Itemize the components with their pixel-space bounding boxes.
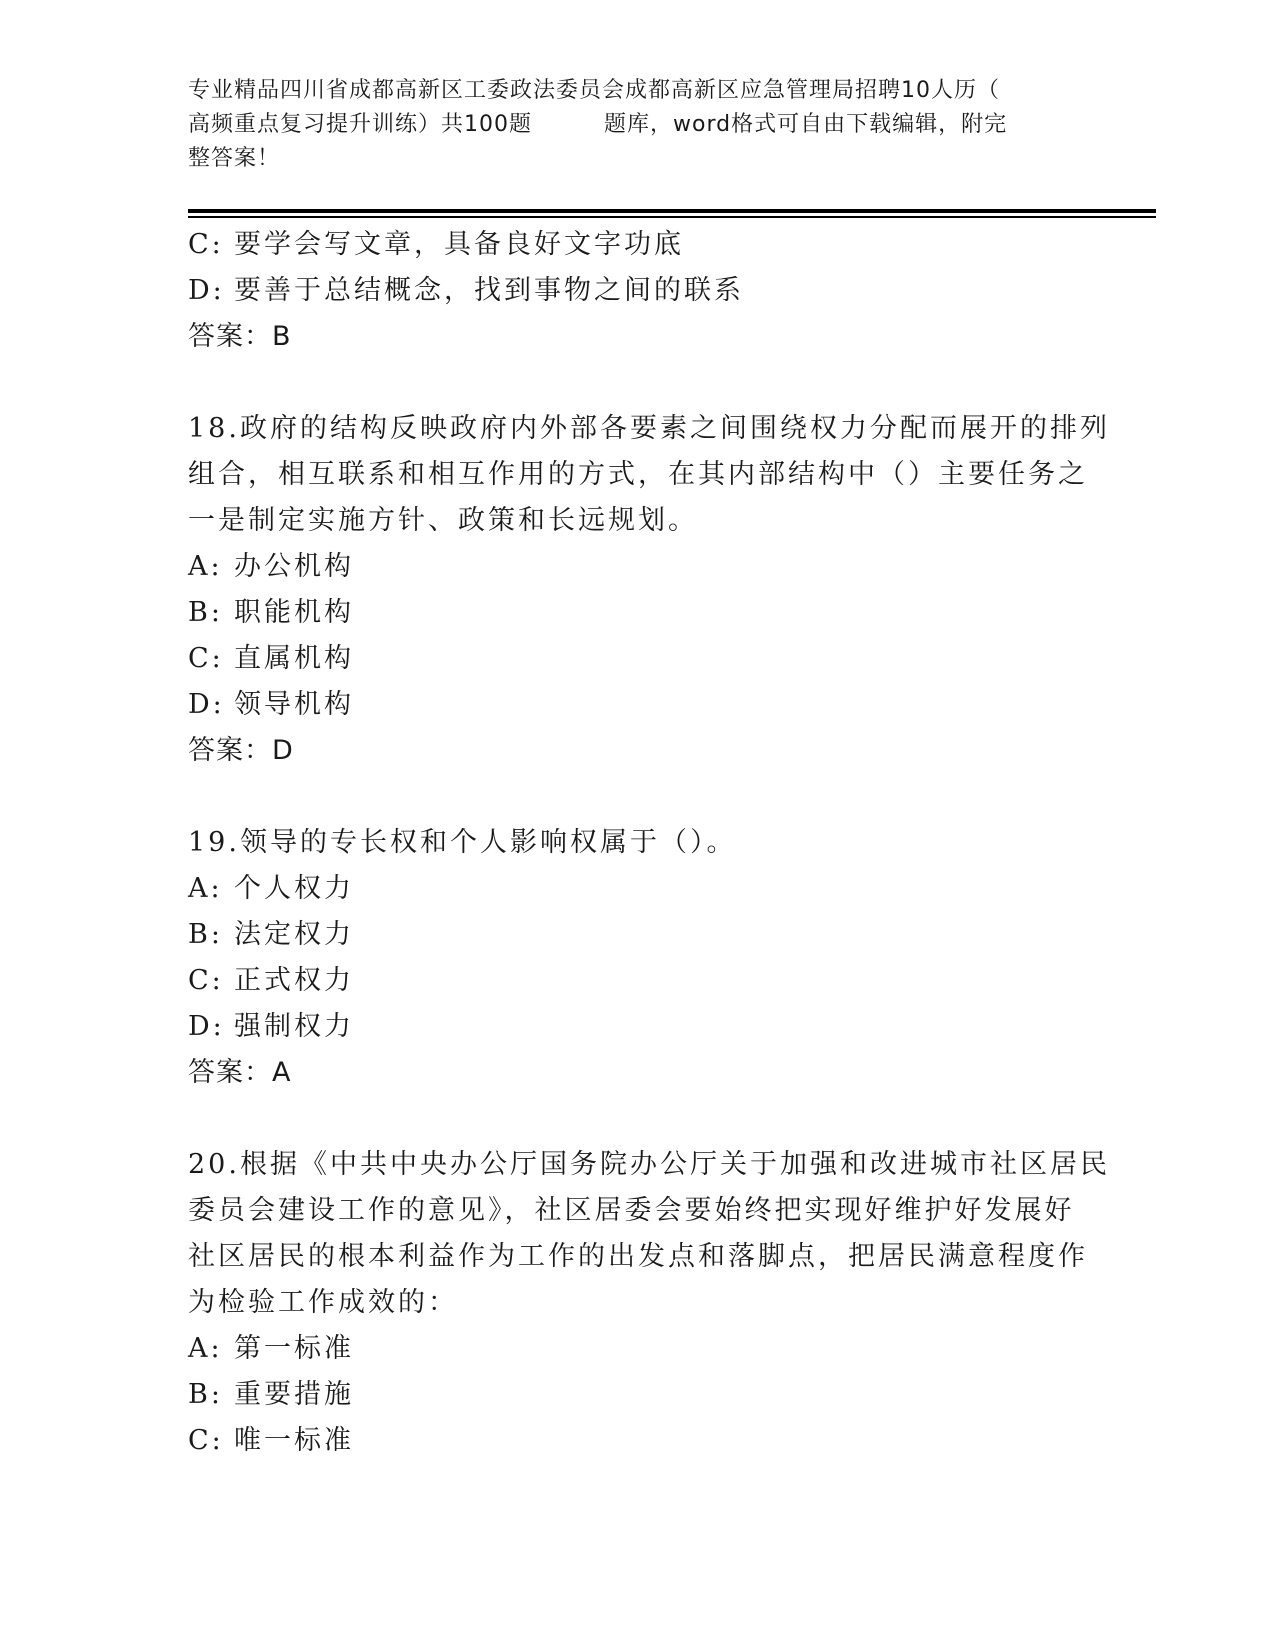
option-text: 第一标准: [234, 1333, 354, 1364]
option-line: [188, 1372, 1088, 1418]
option-letter: A:: [188, 873, 223, 904]
option-letter: B:: [188, 597, 223, 628]
option-text: 要学会写文章，具备良好文字功底: [234, 229, 684, 260]
option-text: 直属机构: [234, 643, 354, 674]
option-letter: D:: [188, 1011, 225, 1042]
option-text: 领导机构: [234, 689, 354, 720]
question-19: [188, 820, 1088, 1096]
option-text: 重要措施: [234, 1379, 354, 1410]
option-text: 个人权力: [234, 873, 354, 904]
option-text: 唯一标准: [234, 1425, 354, 1456]
question-18: [188, 406, 1110, 774]
option-line: [188, 1418, 1088, 1464]
header-line-2: [188, 108, 1068, 142]
option-line: [188, 222, 1088, 268]
option-letter: A:: [188, 1333, 223, 1364]
option-line: [188, 1004, 1088, 1050]
option-line: [188, 682, 1088, 728]
header-divider-thick: [188, 209, 1156, 213]
option-text: 强制权力: [234, 1011, 354, 1042]
option-letter: A:: [188, 551, 223, 582]
question-text-line: 一是制定实施方针、政策和长远规划。: [188, 505, 698, 536]
question-text-line: 18.政府的结构反映政府内外部各要素之间围绕权力分配而展开的排列: [188, 413, 1110, 444]
option-letter: C:: [188, 965, 224, 996]
option-line: [188, 268, 1088, 314]
option-line: [188, 544, 1088, 590]
header-line-3: 整答案！: [188, 146, 281, 171]
option-text: 正式权力: [234, 965, 354, 996]
header-line-1: 专业精品四川省成都高新区工委政法委员会成都高新区应急管理局招聘10人历（: [188, 78, 1000, 103]
question-text-line: 为检验工作成效的：: [188, 1287, 458, 1318]
option-letter: C:: [188, 643, 224, 674]
option-letter: D:: [188, 689, 225, 720]
option-line: [188, 1326, 1088, 1372]
answer-line: 答案：B: [188, 321, 292, 352]
prev-question: [188, 222, 1088, 360]
option-line: [188, 912, 1088, 958]
option-text: 法定权力: [234, 919, 354, 950]
option-line: [188, 958, 1088, 1004]
header-line-2-part-2: 题库，word格式可自由下载编辑，附完: [604, 112, 1008, 137]
question-text-line: 委员会建设工作的意见》，社区居委会要始终把实现好维护好发展好: [188, 1195, 1075, 1226]
option-letter: D:: [188, 275, 225, 306]
question-20: [188, 1142, 1110, 1464]
option-letter: B:: [188, 919, 223, 950]
answer-line: 答案：A: [188, 1057, 292, 1088]
option-letter: C:: [188, 1425, 224, 1456]
question-text-line: 组合，相互联系和相互作用的方式，在其内部结构中（）主要任务之: [188, 459, 1088, 490]
question-text-line: 社区居民的根本利益作为工作的出发点和落脚点，把居民满意程度作: [188, 1241, 1088, 1272]
option-line: [188, 636, 1088, 682]
option-letter: B:: [188, 1379, 223, 1410]
question-content: [188, 222, 1110, 1464]
answer-line: 答案：D: [188, 735, 294, 766]
document-header: [188, 74, 1068, 176]
option-letter: C:: [188, 229, 224, 260]
option-text: 办公机构: [234, 551, 354, 582]
option-line: [188, 866, 1088, 912]
option-text: 职能机构: [234, 597, 354, 628]
question-text-line: 19.领导的专长权和个人影响权属于（）。: [188, 827, 737, 858]
header-divider-thin: [188, 216, 1156, 218]
header-line-2-part-1: 高频重点复习提升训练）共100题: [188, 112, 532, 137]
question-text-line: 20.根据《中共中央办公厅国务院办公厅关于加强和改进城市社区居民: [188, 1149, 1110, 1180]
option-line: [188, 590, 1088, 636]
option-text: 要善于总结概念，找到事物之间的联系: [234, 275, 744, 306]
